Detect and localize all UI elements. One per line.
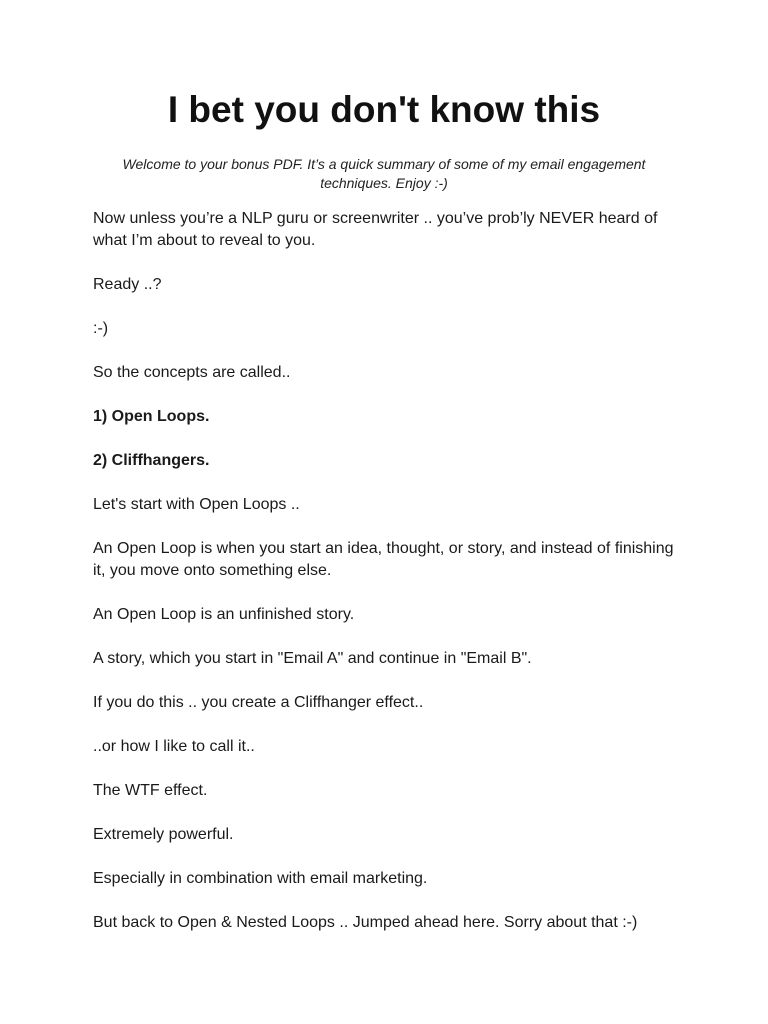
concept-item-open-loops: 1) Open Loops. xyxy=(93,408,210,425)
document-body xyxy=(93,208,683,956)
paragraph: Ready ..? xyxy=(93,276,162,293)
paragraph: :-) xyxy=(93,320,109,337)
paragraph: An Open Loop is an unfinished story. xyxy=(93,606,355,623)
paragraph: ..or how I like to call it.. xyxy=(93,738,255,755)
paragraph: Let's start with Open Loops .. xyxy=(93,496,300,513)
paragraph: An Open Loop is when you start an idea, thought, or story, and instead of finishing it, you move onto something else. xyxy=(93,540,674,579)
paragraph: A story, which you start in "Email A" and continue in "Email B". xyxy=(93,650,532,667)
paragraph: So the concepts are called.. xyxy=(93,364,291,381)
paragraph: But back to Open & Nested Loops .. Jumped ahead here. Sorry about that :-) xyxy=(93,914,638,931)
paragraph: Extremely powerful. xyxy=(93,826,234,843)
concept-item-cliffhangers: 2) Cliffhangers. xyxy=(93,452,210,469)
paragraph: Especially in combination with email marketing. xyxy=(93,870,428,887)
page-title: I bet you don't know this xyxy=(167,89,601,130)
paragraph: The WTF effect. xyxy=(93,782,208,799)
paragraph: Now unless you’re a NLP guru or screenwriter .. you’ve prob’ly NEVER heard of what I’m about to reveal to you. xyxy=(93,210,658,249)
paragraph: If you do this .. you create a Cliffhanger effect.. xyxy=(93,694,424,711)
intro-subtitle: Welcome to your bonus PDF. It’s a quick summary of some of my email engagement techniques. Enjoy :-) xyxy=(122,156,646,191)
